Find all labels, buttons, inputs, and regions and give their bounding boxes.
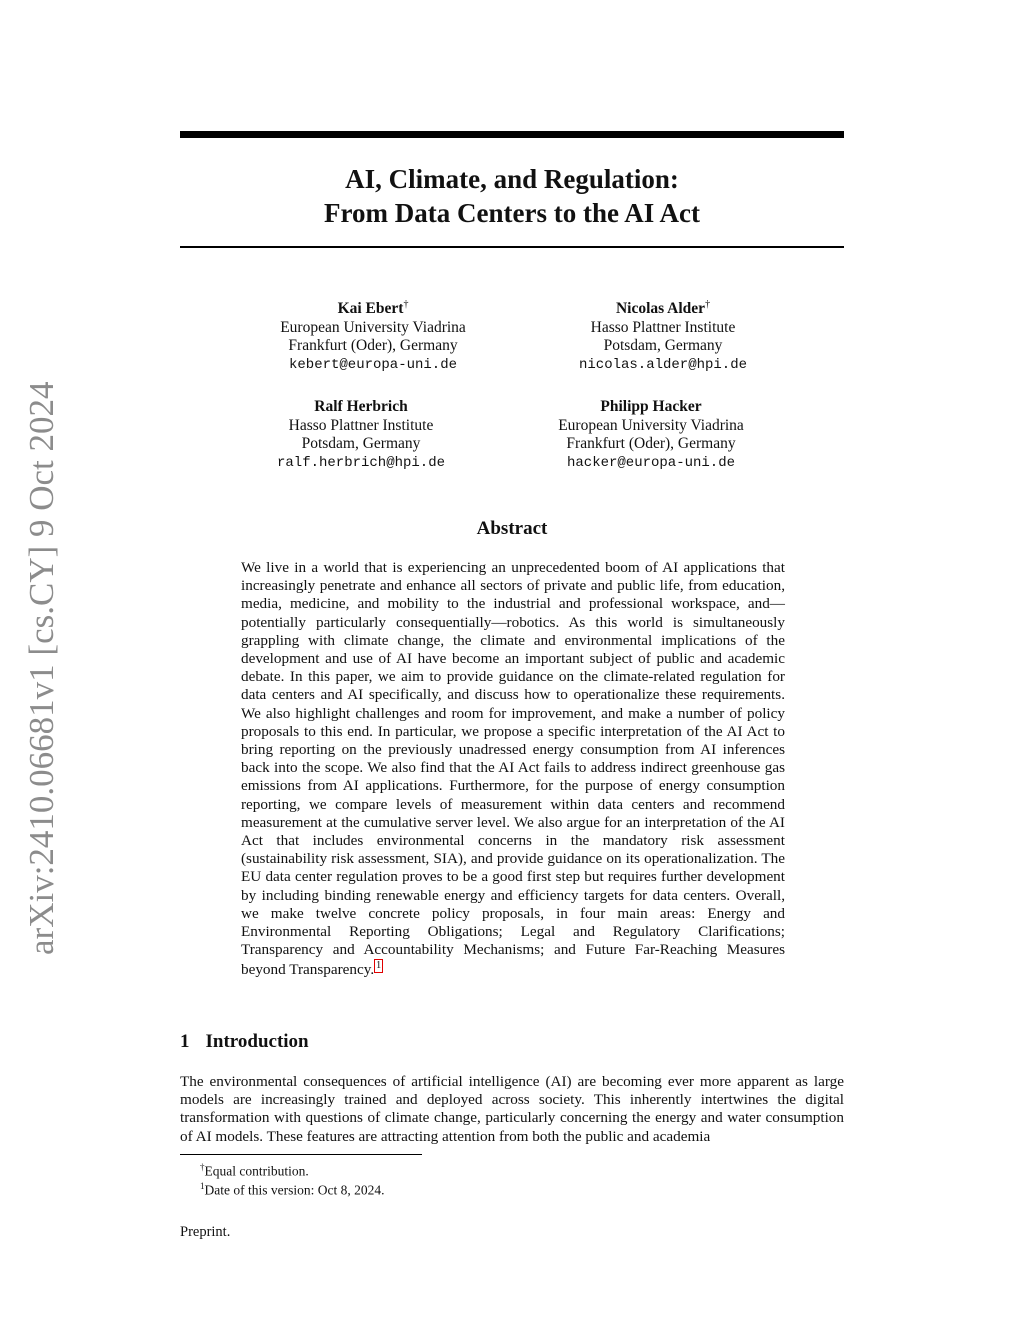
author-location: Frankfurt (Oder), Germany — [566, 435, 736, 452]
author-name: Philipp Hacker — [600, 398, 702, 415]
author-affiliation: European University Viadrina — [558, 416, 744, 434]
abstract-heading: Abstract — [476, 518, 548, 539]
footnote-mark: † — [200, 1162, 205, 1172]
author-name: Nicolas Alder† — [615, 299, 711, 318]
title-top-rule — [180, 131, 844, 138]
author-block-alder — [513, 296, 813, 374]
section-title: Introduction — [205, 1031, 309, 1052]
author-block-hacker — [501, 398, 801, 472]
paper-title — [180, 162, 844, 230]
author-name: Kai Ebert† — [337, 299, 409, 318]
author-affiliation: European University Viadrina — [280, 318, 466, 336]
author-location: Potsdam, Germany — [301, 435, 421, 452]
footnote-text: Equal contribution. — [204, 1163, 309, 1179]
section-heading-introduction — [180, 1031, 309, 1053]
abstract-body — [241, 559, 785, 980]
abstract-text: We live in a world that is experiencing an unprecedented boom of AI applications that increasingly penetrate and enhance all sectors of private and public life, from education, media, medicine, and mobility to the industrial and professional workspace, and—potentially particularly consequentially—robotics. As this world is simultaneously grappling with climate change, the climate and environmental implications of the development and use of AI have become an important subject of public and academic debate. In this paper, we aim to provide guidance on the climate-related regulation for data centers and AI specifically, and discuss how to operationalize these requirements. We also highlight challenges and room for improvement, and make a number of policy proposals to this end. In particular, we propose a specific interpretation of the AI Act to bring reporting on the previously unadressed energy consumption from AI inferences back into the scope. We also find that the AI Act fails to address indirect greenhouse gas emissions from AI applications. Furthermore, for the purpose of energy consumption reporting, we compare levels of measurement within data centers and recommend measurement at the cumulative server level. We also argue for an interpretation of the AI Act that includes environmental concerns in the mandatory risk assessment (sustainability risk assessment, SIA), and provide guidance on its operationalization. The EU data center regulation proves to be a good first step but requires further development by including binding renewable energy and efficiency targets for data centers. Overall, we make twelve concrete policy proposals, in four main areas: Energy and Environmental Reporting Obligations; Legal and Regulatory Clarifications; Transparency and Accountability Mechanisms; and Future Far-Reaching Measures beyond Transparency. — [241, 559, 785, 979]
paper-title-line-1: AI, Climate, and Regulation: — [345, 164, 679, 194]
preprint-footer: Preprint. — [180, 1224, 231, 1240]
introduction-paragraph: The environmental consequences of artificial intelligence (AI) are becoming ever more apparent as large models are increasingly trained and deployed across society. This inherently intertwines the digital transformation with questions of climate change, particularly concerning the energy and water consumption of AI models. These features are attracting attention from both the public and academia — [180, 1073, 844, 1145]
author-email[interactable]: ralf.herbrich@hpi.de — [276, 454, 446, 471]
footnote-mark: 1 — [200, 1181, 205, 1191]
arxiv-identifier-stamp: arXiv:2410.06681v1 [cs.CY] 9 Oct 2024 — [22, 381, 61, 955]
author-email[interactable]: hacker@europa-uni.de — [566, 454, 736, 471]
author-email[interactable]: nicolas.alder@hpi.de — [578, 356, 748, 373]
section-number: 1 — [180, 1031, 190, 1052]
author-affiliation: Hasso Plattner Institute — [288, 416, 434, 434]
author-name: Ralf Herbrich — [314, 398, 408, 415]
author-email[interactable]: kebert@europa-uni.de — [288, 356, 458, 373]
footnote-1-link[interactable]: 1 — [376, 960, 382, 972]
footnote-equal-contribution — [200, 1159, 309, 1180]
paper-title-line-2: From Data Centers to the AI Act — [324, 198, 700, 228]
footnote-rule — [180, 1154, 422, 1155]
footnote-text: Date of this version: Oct 8, 2024. — [204, 1182, 385, 1198]
author-location: Frankfurt (Oder), Germany — [288, 337, 458, 355]
author-block-ebert — [223, 296, 523, 374]
footnote-1 — [200, 1178, 384, 1199]
author-affiliation: Hasso Plattner Institute — [590, 318, 736, 336]
author-block-herbrich — [211, 398, 511, 472]
title-bottom-rule — [180, 246, 844, 248]
author-location: Potsdam, Germany — [603, 337, 723, 355]
